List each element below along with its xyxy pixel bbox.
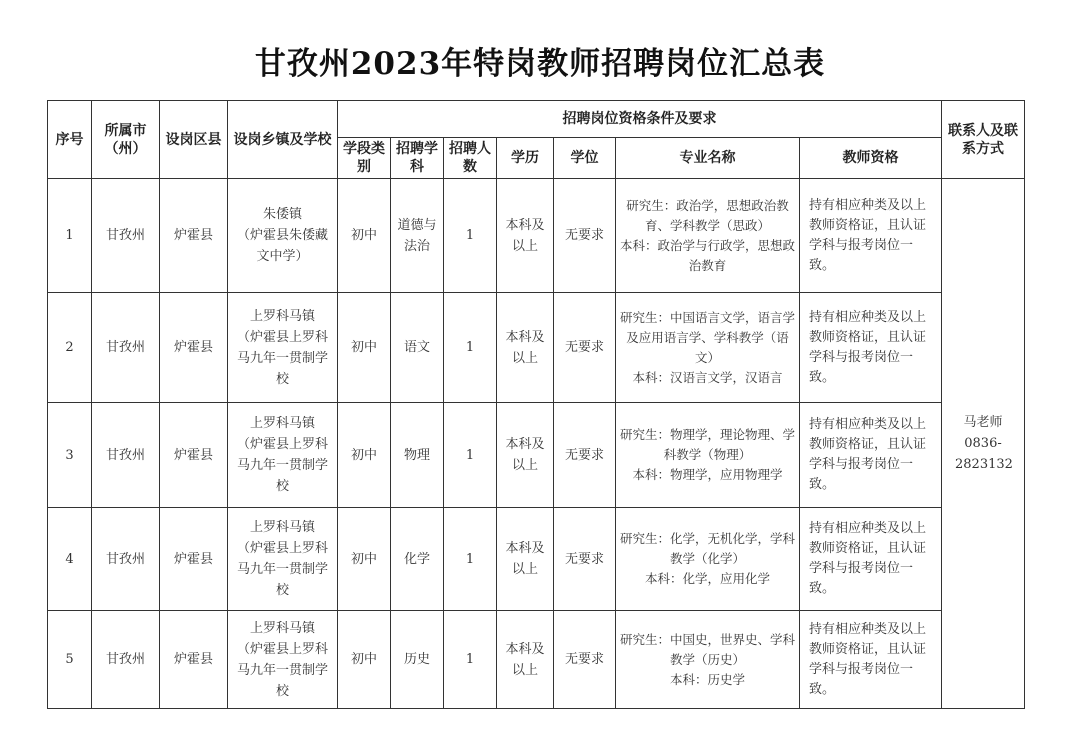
cell-city: 甘孜州 bbox=[92, 508, 160, 611]
header-county: 设岗区县 bbox=[160, 101, 228, 179]
cell-stage: 初中 bbox=[338, 508, 391, 611]
header-education: 学历 bbox=[497, 138, 554, 179]
cell-education: 本科及以上 bbox=[497, 611, 554, 709]
table-row bbox=[48, 293, 1025, 403]
table-row bbox=[48, 508, 1025, 611]
header-major: 专业名称 bbox=[616, 138, 800, 179]
cell-subject: 历史 bbox=[391, 611, 444, 709]
cell-stage: 初中 bbox=[338, 611, 391, 709]
cell-major: 研究生：中国语言文学，语言学及应用语言学、学科教学（语文） 本科：汉语言文学，汉语言 bbox=[616, 293, 800, 403]
header-school: 设岗乡镇及学校 bbox=[228, 101, 338, 179]
header-requirements-group: 招聘岗位资格条件及要求 bbox=[338, 101, 942, 138]
contact-name: 马老师 bbox=[963, 415, 1003, 430]
header-city: 所属市（州） bbox=[92, 101, 160, 179]
cell-county: 炉霍县 bbox=[160, 293, 228, 403]
cell-major: 研究生：中国史，世界史、学科教学（历史） 本科：历史学 bbox=[616, 611, 800, 709]
header-stage: 学段类别 bbox=[338, 138, 391, 179]
table-row bbox=[48, 179, 1025, 293]
cell-city: 甘孜州 bbox=[92, 611, 160, 709]
cell-seq: 1 bbox=[48, 179, 92, 293]
cell-subject: 物理 bbox=[391, 403, 444, 508]
cell-stage: 初中 bbox=[338, 293, 391, 403]
cell-qualification: 持有相应种类及以上教师资格证，且认证学科与报考岗位一致。 bbox=[800, 179, 942, 293]
cell-education: 本科及以上 bbox=[497, 293, 554, 403]
cell-count: 1 bbox=[444, 293, 497, 403]
cell-qualification: 持有相应种类及以上教师资格证，且认证学科与报考岗位一致。 bbox=[800, 293, 942, 403]
cell-degree: 无要求 bbox=[554, 611, 616, 709]
cell-degree: 无要求 bbox=[554, 508, 616, 611]
cell-county: 炉霍县 bbox=[160, 611, 228, 709]
cell-school: 上罗科马镇 （炉霍县上罗科马九年一贯制学校 bbox=[228, 293, 338, 403]
cell-seq: 3 bbox=[48, 403, 92, 508]
cell-qualification: 持有相应种类及以上教师资格证，且认证学科与报考岗位一致。 bbox=[800, 611, 942, 709]
cell-stage: 初中 bbox=[338, 403, 391, 508]
header-contact: 联系人及联系方式 bbox=[942, 101, 1025, 179]
cell-city: 甘孜州 bbox=[92, 293, 160, 403]
header-qualification: 教师资格 bbox=[800, 138, 942, 179]
cell-county: 炉霍县 bbox=[160, 403, 228, 508]
contact-phone: 0836-2823132 bbox=[955, 436, 1013, 472]
cell-city: 甘孜州 bbox=[92, 403, 160, 508]
cell-qualification: 持有相应种类及以上教师资格证，且认证学科与报考岗位一致。 bbox=[800, 508, 942, 611]
cell-subject: 化学 bbox=[391, 508, 444, 611]
recruitment-table bbox=[47, 100, 1025, 709]
cell-contact bbox=[942, 179, 1025, 709]
cell-major: 研究生：化学，无机化学，学科教学（化学） 本科：化学，应用化学 bbox=[616, 508, 800, 611]
cell-seq: 2 bbox=[48, 293, 92, 403]
cell-qualification: 持有相应种类及以上教师资格证，且认证学科与报考岗位一致。 bbox=[800, 403, 942, 508]
header-seq: 序号 bbox=[48, 101, 92, 179]
cell-degree: 无要求 bbox=[554, 179, 616, 293]
cell-county: 炉霍县 bbox=[160, 179, 228, 293]
cell-stage: 初中 bbox=[338, 179, 391, 293]
cell-subject: 语文 bbox=[391, 293, 444, 403]
page-title: 甘孜州2023年特岗教师招聘岗位汇总表 bbox=[254, 46, 826, 82]
cell-school: 上罗科马镇 （炉霍县上罗科马九年一贯制学校 bbox=[228, 611, 338, 709]
cell-degree: 无要求 bbox=[554, 403, 616, 508]
header-degree: 学位 bbox=[554, 138, 616, 179]
cell-education: 本科及以上 bbox=[497, 179, 554, 293]
table-row bbox=[48, 611, 1025, 709]
cell-subject: 道德与法治 bbox=[391, 179, 444, 293]
cell-degree: 无要求 bbox=[554, 293, 616, 403]
cell-county: 炉霍县 bbox=[160, 508, 228, 611]
cell-school: 上罗科马镇 （炉霍县上罗科马九年一贯制学校 bbox=[228, 403, 338, 508]
cell-count: 1 bbox=[444, 179, 497, 293]
cell-count: 1 bbox=[444, 403, 497, 508]
cell-major: 研究生：政治学，思想政治教育、学科教学（思政） 本科：政治学与行政学，思想政治教育 bbox=[616, 179, 800, 293]
header-row-1 bbox=[48, 101, 1025, 138]
header-count: 招聘人数 bbox=[444, 138, 497, 179]
cell-major: 研究生：物理学，理论物理、学科教学（物理） 本科：物理学，应用物理学 bbox=[616, 403, 800, 508]
cell-education: 本科及以上 bbox=[497, 403, 554, 508]
cell-count: 1 bbox=[444, 611, 497, 709]
cell-city: 甘孜州 bbox=[92, 179, 160, 293]
header-subject: 招聘学科 bbox=[391, 138, 444, 179]
cell-education: 本科及以上 bbox=[497, 508, 554, 611]
cell-seq: 5 bbox=[48, 611, 92, 709]
cell-school: 朱倭镇 （炉霍县朱倭藏文中学） bbox=[228, 179, 338, 293]
table-row bbox=[48, 403, 1025, 508]
cell-seq: 4 bbox=[48, 508, 92, 611]
cell-school: 上罗科马镇 （炉霍县上罗科马九年一贯制学校 bbox=[228, 508, 338, 611]
cell-count: 1 bbox=[444, 508, 497, 611]
